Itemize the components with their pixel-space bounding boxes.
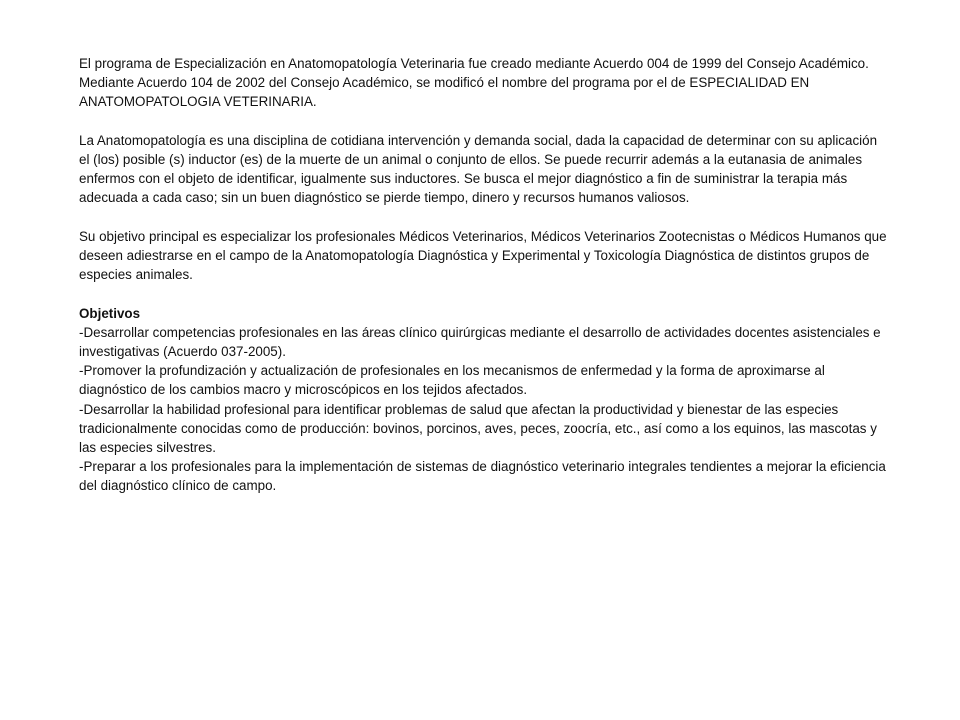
objective-item: -Desarrollar competencias profesionales en las áreas clínico quirúrgicas mediante el desarrollo de actividades docentes asistenciales e investigativas (Acuerdo 037-2005). [79, 324, 881, 359]
objective-item: -Promover la profundización y actualización de profesionales en los mecanismos de enfermedad y la forma de aproximarse al diagnóstico de los cambios macro y microscópicos en los tejidos afectados. [79, 363, 825, 398]
objectives-heading: Objetivos [79, 305, 141, 321]
paragraph-discipline-description: La Anatomopatología es una disciplina de cotidiana intervención y demanda social, dada la capacidad de determinar con su aplicación el (los) posible (s) inductor (es) de la muerte de un animal o conjunto de ellos. Se puede recurrir además a la eutanasia de animales enfermos con el objeto de identificar, igualmente sus inductores. Se busca el mejor diagnóstico a fin de suministrar la terapia más adecuada a cada caso; sin un buen diagnóstico se pierde tiempo, dinero y recursos humanos valiosos. [79, 132, 878, 206]
paragraph-program-origin: El programa de Especialización en Anatomopatología Veterinaria fue creado mediante Acuerdo 004 de 1999 del Consejo Académico. Mediante Acuerdo 104 de 2002 del Consejo Académico, se modificó el nombre del programa por el de ESPECIALIDAD EN ANATOMOPATOLOGIA VETERINARIA. [79, 56, 869, 110]
objective-item: -Preparar a los profesionales para la implementación de sistemas de diagnóstico veterinario integrales tendientes a mejorar la eficiencia del diagnóstico clínico de campo. [79, 459, 886, 494]
text-body [79, 54, 889, 496]
objective-item: -Desarrollar la habilidad profesional para identificar problemas de salud que afectan la productividad y bienestar de las especies tradicionalmente conocidas como de producción: bovinos, porcinos, aves, peces, zoocría, etc., así como a los equinos, las mascotas y las especies silvestres. [79, 401, 877, 456]
paragraph-main-objective: Su objetivo principal es especializar los profesionales Médicos Veterinarios, Médicos Veterinarios Zootecnistas o Médicos Humanos que deseen adiestrarse en el campo de la Anatomopatología Diagnóstica y Experimental y Toxicología Diagnóstica de distintos grupos de especies animales. [79, 228, 887, 283]
